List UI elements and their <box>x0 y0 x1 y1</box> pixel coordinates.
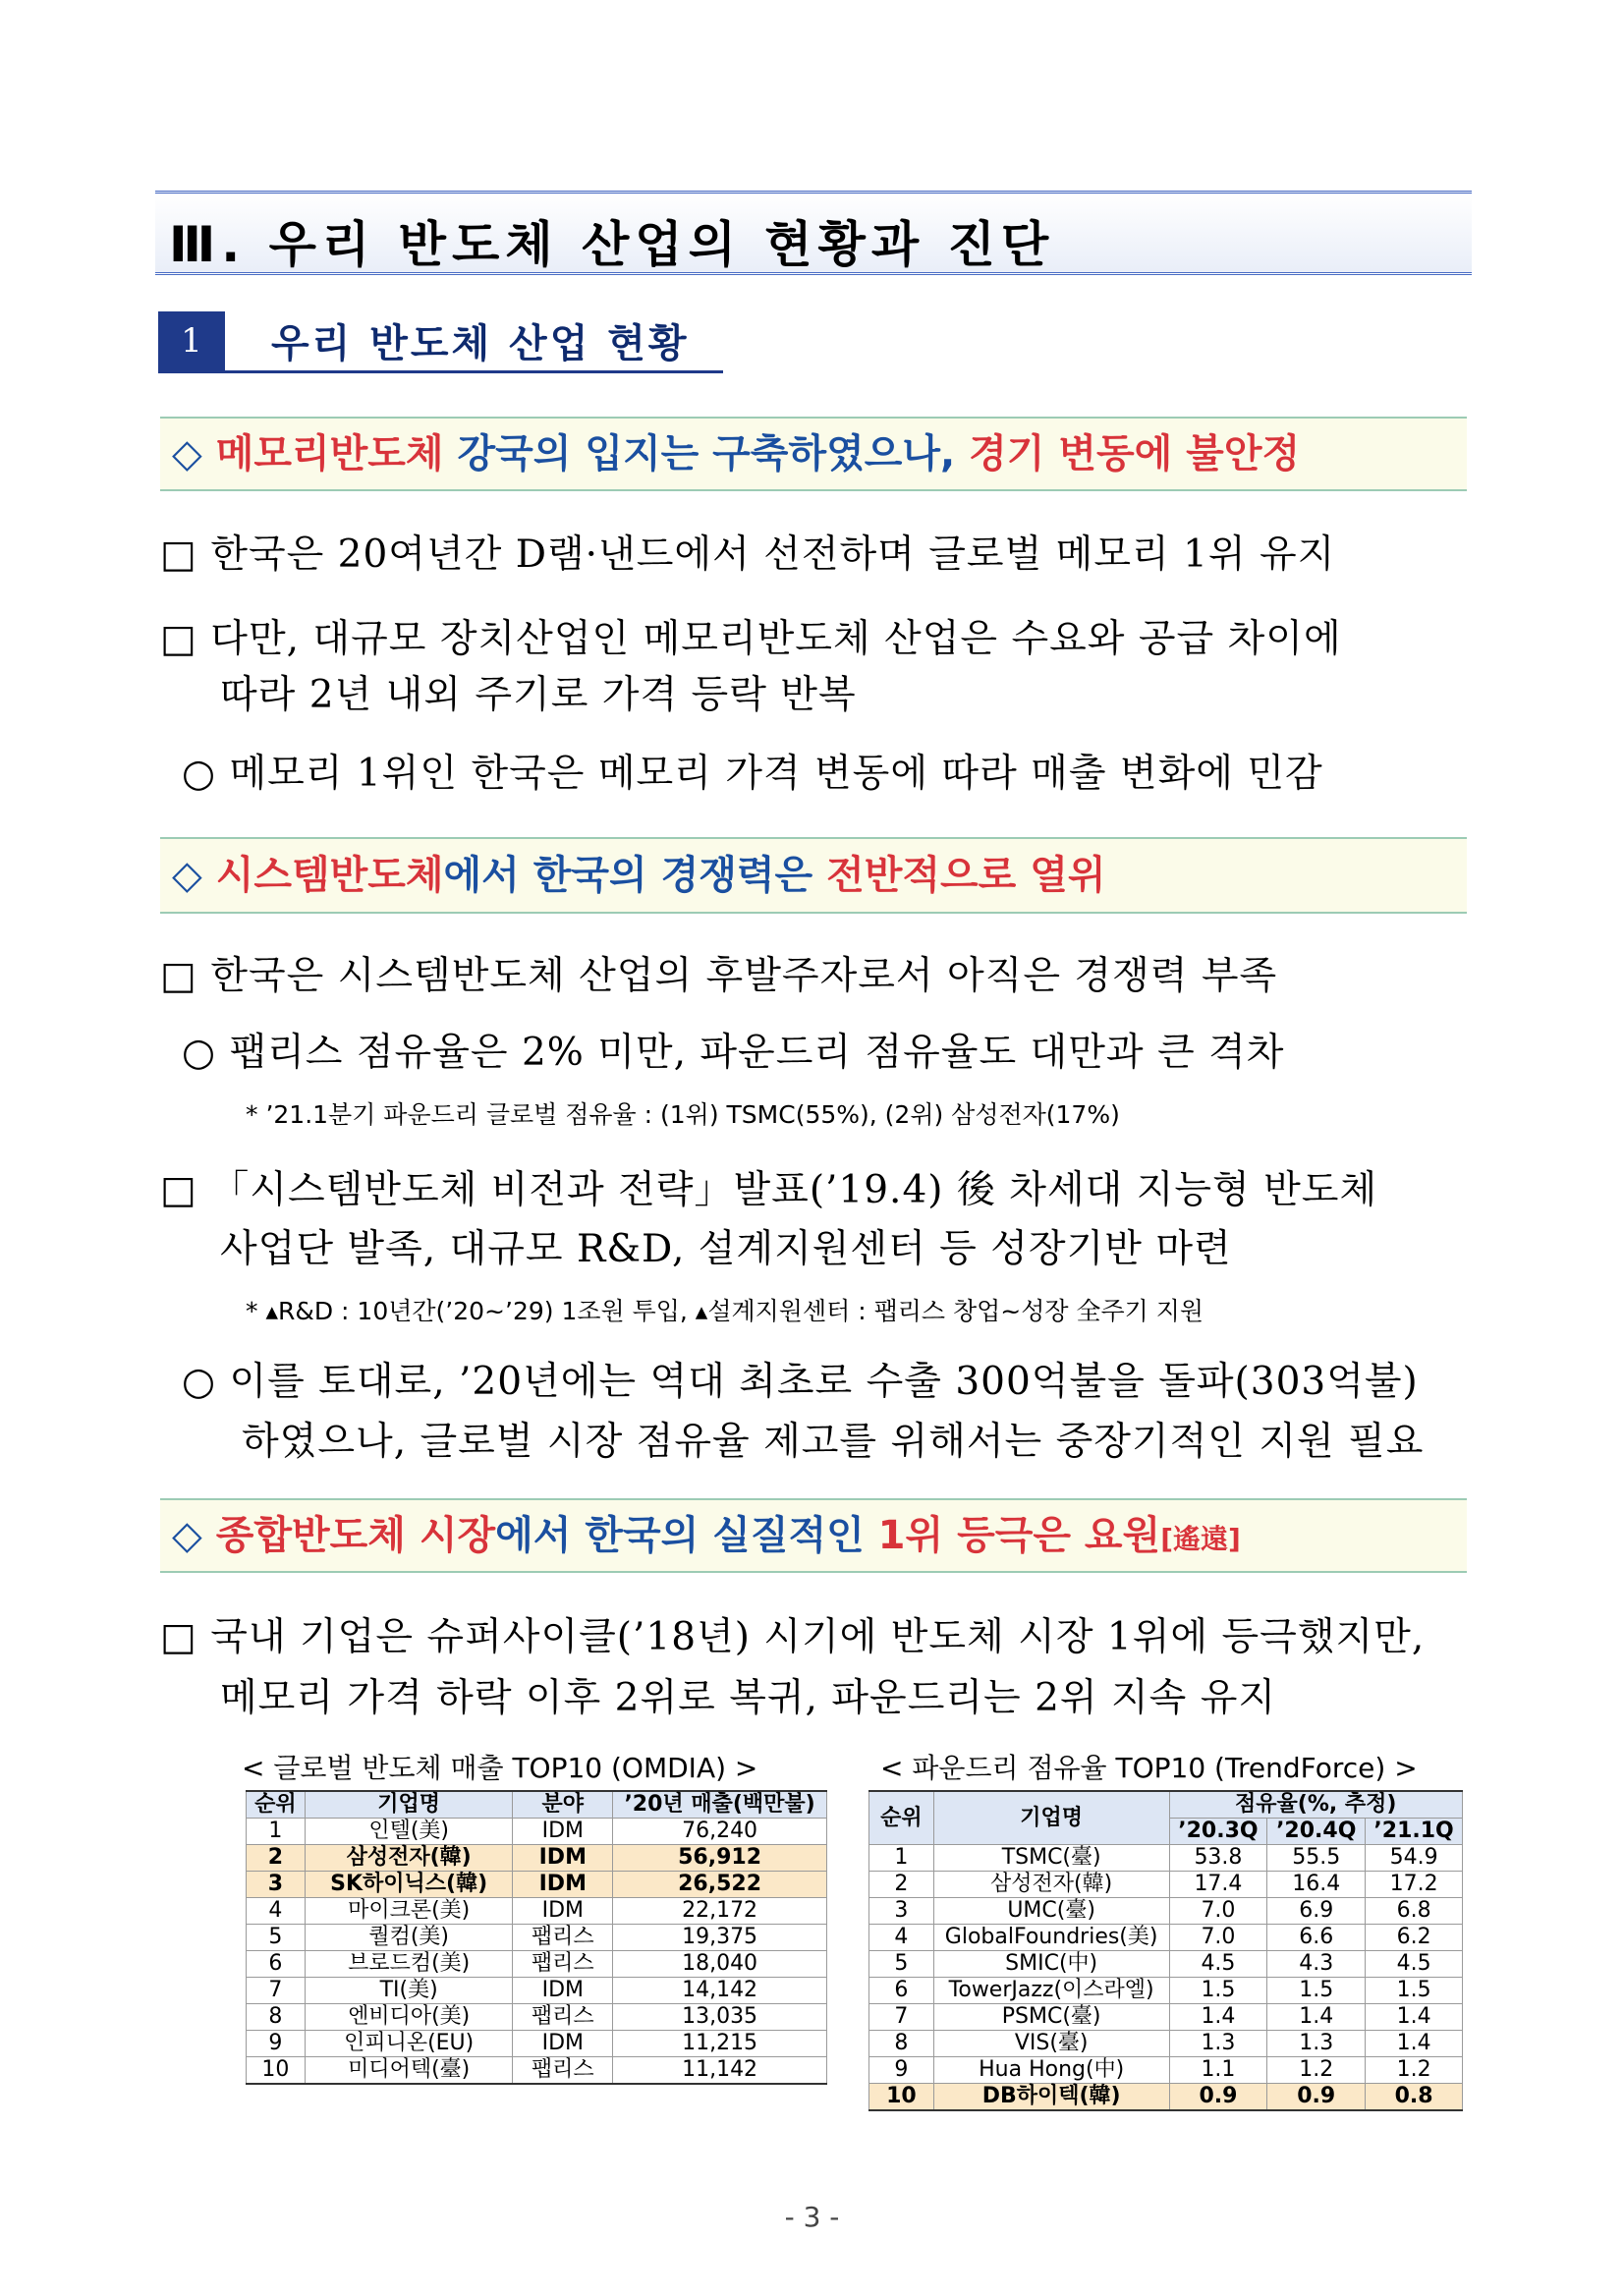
paragraph <box>160 608 1342 663</box>
paragraph-line: 이를 토대로, ’20년에는 역대 최초로 수출 300억불을 돌파(303억불) <box>229 1360 1419 1404</box>
table-cell: 퀄컴(美) <box>305 1925 513 1951</box>
table-row <box>869 1872 1463 1898</box>
table-cell: IDM <box>513 2031 613 2057</box>
table-cell: 11,215 <box>613 2031 827 2057</box>
table-cell: 1.5 <box>1366 1978 1463 2004</box>
table-cell: 1 <box>869 1845 934 1872</box>
table-header: 기업명 <box>305 1791 513 1819</box>
paragraph-line: 「시스템반도체 비전과 전략」발표(’19.4) 後 차세대 지능형 반도체 <box>210 1168 1378 1212</box>
table-header: 점유율(%, 추정) <box>1169 1791 1462 1819</box>
table-cell: TSMC(臺) <box>933 1845 1169 1872</box>
table-header: 순위 <box>869 1791 934 1845</box>
sub-paragraph <box>182 1022 1284 1077</box>
table-cell: 54.9 <box>1366 1845 1463 1872</box>
diamond-icon: ◇ <box>172 1513 202 1558</box>
table-cell: UMC(臺) <box>933 1898 1169 1925</box>
table-cell: 0.9 <box>1169 2084 1267 2111</box>
table-cell: 76,240 <box>613 1819 827 1845</box>
table-row <box>247 1845 827 1872</box>
table-cell: 팹리스 <box>513 1951 613 1978</box>
table-row <box>247 2057 827 2085</box>
foundry-share-table <box>868 1790 1463 2111</box>
table-cell: 18,040 <box>613 1951 827 1978</box>
headline-part: 메모리반도체 <box>215 431 444 476</box>
table-cell: 미디어텍(臺) <box>305 2057 513 2085</box>
table-cell: 8 <box>869 2031 934 2057</box>
table-cell: 6.6 <box>1267 1925 1366 1951</box>
table-cell: 7.0 <box>1169 1898 1267 1925</box>
table-cell: 19,375 <box>613 1925 827 1951</box>
circle-bullet-icon: ○ <box>182 752 217 796</box>
table-row <box>869 1845 1463 1872</box>
diamond-icon: ◇ <box>172 431 202 476</box>
table-row <box>247 1898 827 1925</box>
table-header-row <box>247 1791 827 1819</box>
table-cell: TI(美) <box>305 1978 513 2004</box>
table-cell: 4.3 <box>1267 1951 1366 1978</box>
checkbox-bullet-icon: □ <box>160 532 197 577</box>
table-cell: 2 <box>869 1872 934 1898</box>
headline-part: 전반적으로 열위 <box>826 853 1106 898</box>
section-number: 1 <box>158 311 225 370</box>
table-cell: GlobalFoundries(美) <box>933 1925 1169 1951</box>
table-row <box>247 1872 827 1898</box>
table-cell: 1.3 <box>1267 2031 1366 2057</box>
table-row <box>869 2084 1463 2111</box>
table-cell: DB하이텍(韓) <box>933 2084 1169 2111</box>
checkbox-bullet-icon: □ <box>160 1615 197 1659</box>
paragraph-line-2: 사업단 발족, 대규모 R&D, 설계지원센터 등 성장기반 마련 <box>220 1227 1232 1271</box>
chapter-header <box>155 191 1472 275</box>
table-cell: 1.4 <box>1267 2004 1366 2031</box>
table2-caption: < 파운드리 점유율 TOP10 (TrendForce) > <box>880 1752 1418 1784</box>
table-cell: 3 <box>247 1872 306 1898</box>
table-cell: 26,522 <box>613 1872 827 1898</box>
paragraph <box>160 945 1277 1000</box>
table-cell: 삼성전자(韓) <box>305 1845 513 1872</box>
table-cell: 53.8 <box>1169 1845 1267 1872</box>
paragraph-line: 한국은 시스템반도체 산업의 후발주자로서 아직은 경쟁력 부족 <box>210 954 1278 998</box>
table-cell: 6.9 <box>1267 1898 1366 1925</box>
table-row <box>869 2031 1463 2057</box>
headline-idm <box>160 1498 1467 1573</box>
circle-bullet-icon: ○ <box>182 1360 217 1404</box>
table-cell: 1.2 <box>1366 2057 1463 2084</box>
table-cell: 1.5 <box>1267 1978 1366 2004</box>
table-cell: 11,142 <box>613 2057 827 2085</box>
headline-part: 1위 등극은 요원 <box>877 1513 1161 1558</box>
checkbox-bullet-icon: □ <box>160 1168 197 1212</box>
table-cell: 4 <box>869 1925 934 1951</box>
table-cell: IDM <box>513 1845 613 1872</box>
headline-part: 한국의 실질적인 <box>585 1513 878 1558</box>
diamond-icon: ◇ <box>172 853 202 898</box>
table-cell: 1.4 <box>1366 2031 1463 2057</box>
table-cell: SMIC(中) <box>933 1951 1169 1978</box>
sub-paragraph <box>182 1351 1419 1406</box>
table-row <box>869 2004 1463 2031</box>
table-cell: 1.5 <box>1169 1978 1267 2004</box>
table-header-row <box>869 1791 1463 1819</box>
table-cell: SK하이닉스(韓) <box>305 1872 513 1898</box>
table-cell: 6 <box>247 1951 306 1978</box>
headline-system <box>160 837 1467 914</box>
table-cell: 55.5 <box>1267 1845 1366 1872</box>
paragraph-line: 국내 기업은 슈퍼사이클(’18년) 시기에 반도체 시장 1위에 등극했지만, <box>210 1615 1426 1659</box>
table-cell: 6 <box>869 1978 934 2004</box>
table-cell: 브로드컴(美) <box>305 1951 513 1978</box>
table-row <box>869 1898 1463 1925</box>
table-cell: 1.2 <box>1267 2057 1366 2084</box>
circle-bullet-icon: ○ <box>182 1031 217 1075</box>
table-cell: 17.2 <box>1366 1872 1463 1898</box>
headline-part: 한국의 경쟁력은 <box>532 853 827 898</box>
table-cell: 1.4 <box>1169 2004 1267 2031</box>
table-cell: IDM <box>513 1978 613 2004</box>
table-cell: 1 <box>247 1819 306 1845</box>
table1-caption: < 글로벌 반도체 매출 TOP10 (OMDIA) > <box>242 1752 758 1784</box>
paragraph-line: 다만, 대규모 장치산업인 메모리반도체 산업은 수요와 공급 차이에 <box>210 617 1342 661</box>
headline-part: 강국의 입지는 구축하였으나, <box>443 431 970 476</box>
paragraph <box>160 524 1335 579</box>
table-row <box>247 2031 827 2057</box>
table-row <box>247 1925 827 1951</box>
table-subheader: ’20.3Q <box>1169 1819 1267 1845</box>
table-cell: IDM <box>513 1819 613 1845</box>
table-row <box>247 1951 827 1978</box>
headline-part: 종합반도체 시장 <box>215 1513 496 1558</box>
table-cell: 팹리스 <box>513 1925 613 1951</box>
table-cell: 1.1 <box>1169 2057 1267 2084</box>
paragraph-line-2: 하였으나, 글로벌 시장 점유율 제고를 위해서는 중장기적인 지원 필요 <box>242 1420 1425 1464</box>
paragraph-line: 한국은 20여년간 D램·낸드에서 선전하며 글로벌 메모리 1위 유지 <box>210 532 1336 577</box>
table-cell: 팹리스 <box>513 2004 613 2031</box>
table-cell: 7 <box>869 2004 934 2031</box>
footnote: * ▴R&D : 10년간(’20~’29) 1조원 투입, ▴설계지원센터 : 팹리스 창업~성장 全주기 지원 <box>246 1297 1204 1325</box>
table-cell: VIS(臺) <box>933 2031 1169 2057</box>
headline-memory <box>160 417 1467 491</box>
table-cell: 5 <box>247 1925 306 1951</box>
table-cell: 3 <box>869 1898 934 1925</box>
table-cell: 16.4 <box>1267 1872 1366 1898</box>
table-cell: 8 <box>247 2004 306 2031</box>
paragraph-line: 팹리스 점유율은 2% 미만, 파운드리 점유율도 대만과 큰 격차 <box>229 1031 1285 1075</box>
table-cell: 5 <box>869 1951 934 1978</box>
table-cell: 7.0 <box>1169 1925 1267 1951</box>
table-cell: 0.9 <box>1267 2084 1366 2111</box>
section-underline <box>158 370 723 373</box>
headline-part: [遙遠] <box>1160 1523 1241 1555</box>
table-header: ’20년 매출(백만불) <box>613 1791 827 1819</box>
table-row <box>869 1951 1463 1978</box>
table-header: 분야 <box>513 1791 613 1819</box>
table-cell: 엔비디아(美) <box>305 2004 513 2031</box>
table-cell: 10 <box>247 2057 306 2085</box>
table-row <box>247 1819 827 1845</box>
table-cell: 팹리스 <box>513 2057 613 2085</box>
table-cell: Hua Hong(中) <box>933 2057 1169 2084</box>
table-header: 순위 <box>247 1791 306 1819</box>
table-cell: 9 <box>869 2057 934 2084</box>
checkbox-bullet-icon: □ <box>160 954 197 998</box>
table-cell: 2 <box>247 1845 306 1872</box>
table-cell: 7 <box>247 1978 306 2004</box>
footnote: * ’21.1분기 파운드리 글로벌 점유율 : (1위) TSMC(55%), (2위) 삼성전자(17%) <box>246 1100 1120 1129</box>
table-subheader: ’20.4Q <box>1267 1819 1366 1845</box>
table-row <box>869 2057 1463 2084</box>
checkbox-bullet-icon: □ <box>160 617 197 661</box>
table-cell: 6.2 <box>1366 1925 1463 1951</box>
table-row <box>247 1978 827 2004</box>
section-title: 우리 반도체 산업 현황 <box>271 321 690 366</box>
headline-part: 경기 변동에 불안정 <box>969 431 1301 476</box>
paragraph-line-2: 메모리 가격 하락 이후 2위로 복귀, 파운드리는 2위 지속 유지 <box>220 1676 1277 1720</box>
table-subheader: ’21.1Q <box>1366 1819 1463 1845</box>
table-cell: 14,142 <box>613 1978 827 2004</box>
table-cell: 6.8 <box>1366 1898 1463 1925</box>
paragraph-line-2: 따라 2년 내외 주기로 가격 등락 반복 <box>220 673 857 717</box>
table-cell: 삼성전자(韓) <box>933 1872 1169 1898</box>
table-row <box>247 2004 827 2031</box>
table-cell: 56,912 <box>613 1845 827 1872</box>
table-cell: 10 <box>869 2084 934 2111</box>
table-cell: 4.5 <box>1169 1951 1267 1978</box>
paragraph <box>160 1159 1377 1214</box>
table-row <box>869 1978 1463 2004</box>
headline-part: 에서 <box>443 853 533 898</box>
table-cell: 22,172 <box>613 1898 827 1925</box>
table-cell: 4.5 <box>1366 1951 1463 1978</box>
table-cell: 1.3 <box>1169 2031 1267 2057</box>
table-cell: PSMC(臺) <box>933 2004 1169 2031</box>
headline-part: 시스템반도체 <box>215 853 444 898</box>
table-cell: IDM <box>513 1898 613 1925</box>
table-cell: 13,035 <box>613 2004 827 2031</box>
headline-part: 에서 <box>495 1513 586 1558</box>
table-cell: 인피니온(EU) <box>305 2031 513 2057</box>
table-cell: 17.4 <box>1169 1872 1267 1898</box>
page-number: - 3 - <box>784 2201 840 2233</box>
table-cell: 9 <box>247 2031 306 2057</box>
table-cell: 인텔(美) <box>305 1819 513 1845</box>
table-cell: TowerJazz(이스라엘) <box>933 1978 1169 2004</box>
table-row <box>869 1925 1463 1951</box>
sub-paragraph <box>182 743 1323 798</box>
chapter-title: Ⅲ. 우리 반도체 산업의 현황과 진단 <box>169 216 1055 273</box>
table-cell: 4 <box>247 1898 306 1925</box>
table-cell: 1.4 <box>1366 2004 1463 2031</box>
table-cell: 0.8 <box>1366 2084 1463 2111</box>
paragraph-line: 메모리 1위인 한국은 메모리 가격 변동에 따라 매출 변화에 민감 <box>229 752 1323 796</box>
table-header: 기업명 <box>933 1791 1169 1845</box>
paragraph <box>160 1606 1425 1661</box>
table-cell: 마이크론(美) <box>305 1898 513 1925</box>
table-cell: IDM <box>513 1872 613 1898</box>
revenue-table <box>246 1790 827 2085</box>
